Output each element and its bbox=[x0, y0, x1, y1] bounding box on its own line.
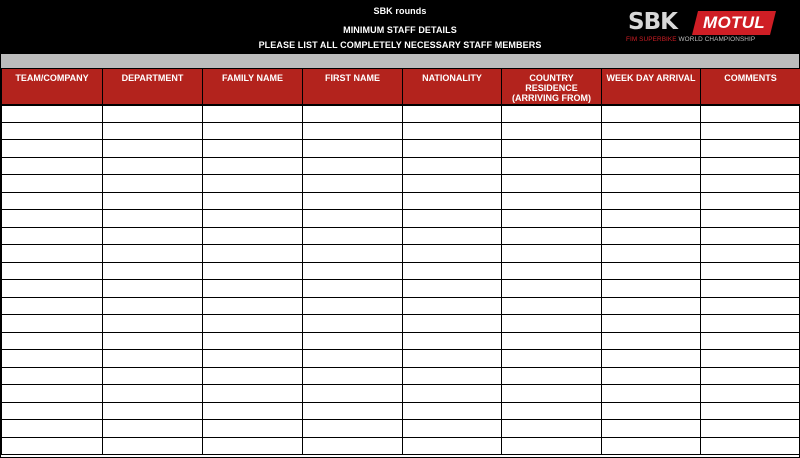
table-cell[interactable] bbox=[602, 105, 701, 123]
table-cell[interactable] bbox=[602, 245, 701, 263]
table-cell[interactable] bbox=[203, 140, 303, 158]
table-cell[interactable] bbox=[303, 140, 403, 158]
table-cell[interactable] bbox=[103, 402, 203, 420]
table-cell[interactable] bbox=[701, 105, 800, 123]
column-header: DEPARTMENT bbox=[103, 69, 203, 105]
table-cell[interactable] bbox=[103, 385, 203, 403]
tagline-prefix: FIM SUPERBIKE bbox=[626, 36, 677, 43]
table-cell[interactable] bbox=[2, 367, 103, 385]
table-cell[interactable] bbox=[502, 332, 602, 350]
table-cell[interactable] bbox=[602, 280, 701, 298]
table-cell[interactable] bbox=[203, 210, 303, 228]
table-cell[interactable] bbox=[203, 437, 303, 455]
motul-badge bbox=[692, 11, 776, 35]
table-cell[interactable] bbox=[103, 245, 203, 263]
table-cell[interactable] bbox=[701, 402, 800, 420]
table-cell[interactable] bbox=[502, 437, 602, 455]
table-cell[interactable] bbox=[203, 280, 303, 298]
table-cell[interactable] bbox=[701, 175, 800, 193]
table-cell[interactable] bbox=[403, 437, 502, 455]
table-cell[interactable] bbox=[103, 140, 203, 158]
table-row bbox=[2, 140, 800, 158]
table-cell[interactable] bbox=[203, 367, 303, 385]
column-header: WEEK DAY ARRIVAL bbox=[602, 69, 701, 105]
table-cell[interactable] bbox=[701, 385, 800, 403]
table-cell[interactable] bbox=[303, 332, 403, 350]
table-cell[interactable] bbox=[303, 175, 403, 193]
title-banner bbox=[1, 1, 799, 54]
column-header: COMMENTS bbox=[701, 69, 800, 105]
table-row bbox=[2, 367, 800, 385]
table-cell[interactable] bbox=[701, 245, 800, 263]
table-cell[interactable] bbox=[403, 315, 502, 333]
table-row bbox=[2, 315, 800, 333]
column-header: FIRST NAME bbox=[303, 69, 403, 105]
form-title: MINIMUM STAFF DETAILS bbox=[343, 25, 457, 35]
staff-table bbox=[1, 68, 800, 455]
table-cell[interactable] bbox=[403, 227, 502, 245]
table-cell[interactable] bbox=[2, 262, 103, 280]
table-row bbox=[2, 122, 800, 140]
table-cell[interactable] bbox=[103, 420, 203, 438]
table-row bbox=[2, 175, 800, 193]
table-cell[interactable] bbox=[103, 262, 203, 280]
table-row bbox=[2, 105, 800, 123]
table-cell[interactable] bbox=[502, 105, 602, 123]
table-cell[interactable] bbox=[103, 122, 203, 140]
table-cell[interactable] bbox=[2, 227, 103, 245]
table-cell[interactable] bbox=[701, 122, 800, 140]
event-title: SBK rounds bbox=[373, 6, 427, 16]
table-cell[interactable] bbox=[203, 315, 303, 333]
table-cell[interactable] bbox=[303, 420, 403, 438]
table-cell[interactable] bbox=[403, 385, 502, 403]
table-row bbox=[2, 192, 800, 210]
table-cell[interactable] bbox=[701, 437, 800, 455]
table-row bbox=[2, 437, 800, 455]
table-cell[interactable] bbox=[303, 315, 403, 333]
table-cell[interactable] bbox=[103, 175, 203, 193]
table-cell[interactable] bbox=[701, 210, 800, 228]
table-body bbox=[2, 105, 800, 455]
table-cell[interactable] bbox=[203, 262, 303, 280]
table-cell[interactable] bbox=[502, 157, 602, 175]
table-cell[interactable] bbox=[303, 262, 403, 280]
table-cell[interactable] bbox=[2, 210, 103, 228]
table-cell[interactable] bbox=[403, 157, 502, 175]
table-cell[interactable] bbox=[701, 297, 800, 315]
table-cell[interactable] bbox=[502, 420, 602, 438]
table-cell[interactable] bbox=[602, 297, 701, 315]
table-row bbox=[2, 350, 800, 368]
table-cell[interactable] bbox=[103, 227, 203, 245]
table-cell[interactable] bbox=[701, 367, 800, 385]
table-cell[interactable] bbox=[602, 315, 701, 333]
table-cell[interactable] bbox=[103, 437, 203, 455]
table-cell[interactable] bbox=[701, 280, 800, 298]
column-header: TEAM/COMPANY bbox=[2, 69, 103, 105]
table-cell[interactable] bbox=[303, 402, 403, 420]
table-cell[interactable] bbox=[602, 227, 701, 245]
table-cell[interactable] bbox=[602, 140, 701, 158]
table-cell[interactable] bbox=[602, 192, 701, 210]
sbk-motul-logo bbox=[623, 11, 775, 45]
table-cell[interactable] bbox=[203, 420, 303, 438]
table-cell[interactable] bbox=[403, 140, 502, 158]
table-cell[interactable] bbox=[602, 122, 701, 140]
table-cell[interactable] bbox=[701, 420, 800, 438]
table-row bbox=[2, 280, 800, 298]
table-cell[interactable] bbox=[701, 227, 800, 245]
table-cell[interactable] bbox=[602, 210, 701, 228]
tagline-rest: WORLD CHAMPIONSHIP bbox=[676, 36, 756, 43]
table-row bbox=[2, 297, 800, 315]
table-cell[interactable] bbox=[103, 280, 203, 298]
table-cell[interactable] bbox=[502, 402, 602, 420]
table-cell[interactable] bbox=[701, 315, 800, 333]
table-cell[interactable] bbox=[502, 385, 602, 403]
table-cell[interactable] bbox=[203, 385, 303, 403]
table-cell[interactable] bbox=[103, 332, 203, 350]
table-cell[interactable] bbox=[403, 175, 502, 193]
table-cell[interactable] bbox=[2, 140, 103, 158]
table-cell[interactable] bbox=[2, 297, 103, 315]
table-cell[interactable] bbox=[403, 262, 502, 280]
table-cell[interactable] bbox=[502, 367, 602, 385]
table-cell[interactable] bbox=[103, 157, 203, 175]
table-cell[interactable] bbox=[701, 332, 800, 350]
table-row bbox=[2, 245, 800, 263]
table-cell[interactable] bbox=[203, 122, 303, 140]
table-cell[interactable] bbox=[2, 280, 103, 298]
table-cell[interactable] bbox=[303, 245, 403, 263]
form-instruction: PLEASE LIST ALL COMPLETELY NECESSARY STAFF MEMBERS bbox=[258, 40, 542, 50]
table-cell[interactable] bbox=[203, 332, 303, 350]
table-cell[interactable] bbox=[502, 315, 602, 333]
table-cell[interactable] bbox=[502, 297, 602, 315]
table-cell[interactable] bbox=[403, 402, 502, 420]
table-cell[interactable] bbox=[602, 332, 701, 350]
table-cell[interactable] bbox=[502, 122, 602, 140]
table-cell[interactable] bbox=[2, 315, 103, 333]
table-cell[interactable] bbox=[2, 420, 103, 438]
table-cell[interactable] bbox=[502, 192, 602, 210]
table-cell[interactable] bbox=[701, 262, 800, 280]
table-cell[interactable] bbox=[502, 210, 602, 228]
table-cell[interactable] bbox=[403, 245, 502, 263]
table-cell[interactable] bbox=[203, 297, 303, 315]
table-cell[interactable] bbox=[701, 140, 800, 158]
table-cell[interactable] bbox=[602, 262, 701, 280]
table-cell[interactable] bbox=[403, 420, 502, 438]
table-row bbox=[2, 262, 800, 280]
sbk-wordmark: SBK bbox=[628, 9, 677, 35]
table-cell[interactable] bbox=[103, 105, 203, 123]
table-cell[interactable] bbox=[103, 297, 203, 315]
table-cell[interactable] bbox=[403, 350, 502, 368]
column-header: FAMILY NAME bbox=[203, 69, 303, 105]
table-cell[interactable] bbox=[502, 350, 602, 368]
table-cell[interactable] bbox=[2, 192, 103, 210]
table-cell[interactable] bbox=[203, 157, 303, 175]
table-cell[interactable] bbox=[403, 297, 502, 315]
table-cell[interactable] bbox=[203, 227, 303, 245]
table-cell[interactable] bbox=[502, 175, 602, 193]
table-cell[interactable] bbox=[701, 350, 800, 368]
table-cell[interactable] bbox=[303, 280, 403, 298]
table-cell[interactable] bbox=[2, 122, 103, 140]
table-cell[interactable] bbox=[2, 350, 103, 368]
column-header: NATIONALITY bbox=[403, 69, 502, 105]
table-header-row bbox=[2, 69, 800, 105]
table-cell[interactable] bbox=[502, 280, 602, 298]
table-cell[interactable] bbox=[203, 245, 303, 263]
table-cell[interactable] bbox=[602, 402, 701, 420]
table-cell[interactable] bbox=[701, 192, 800, 210]
table-cell[interactable] bbox=[602, 420, 701, 438]
table-row bbox=[2, 210, 800, 228]
table-cell[interactable] bbox=[303, 192, 403, 210]
table-cell[interactable] bbox=[203, 105, 303, 123]
table-row bbox=[2, 385, 800, 403]
table-row bbox=[2, 227, 800, 245]
table-cell[interactable] bbox=[2, 157, 103, 175]
table-row bbox=[2, 402, 800, 420]
table-cell[interactable] bbox=[2, 385, 103, 403]
table-cell[interactable] bbox=[303, 157, 403, 175]
table-cell[interactable] bbox=[502, 245, 602, 263]
table-cell[interactable] bbox=[602, 385, 701, 403]
table-cell[interactable] bbox=[403, 332, 502, 350]
table-cell[interactable] bbox=[303, 350, 403, 368]
table-row bbox=[2, 332, 800, 350]
table-cell[interactable] bbox=[403, 210, 502, 228]
table-cell[interactable] bbox=[203, 192, 303, 210]
table-cell[interactable] bbox=[303, 437, 403, 455]
table-cell[interactable] bbox=[2, 245, 103, 263]
table-cell[interactable] bbox=[2, 402, 103, 420]
table-cell[interactable] bbox=[2, 175, 103, 193]
table-cell[interactable] bbox=[602, 157, 701, 175]
table-cell[interactable] bbox=[203, 175, 303, 193]
table-cell[interactable] bbox=[303, 210, 403, 228]
table-cell[interactable] bbox=[103, 192, 203, 210]
table-cell[interactable] bbox=[303, 105, 403, 123]
table-cell[interactable] bbox=[2, 105, 103, 123]
column-header: COUNTRY RESIDENCE (ARRIVING FROM) bbox=[502, 69, 602, 105]
table-cell[interactable] bbox=[403, 192, 502, 210]
table-cell[interactable] bbox=[303, 385, 403, 403]
table-cell[interactable] bbox=[2, 437, 103, 455]
championship-tagline bbox=[626, 36, 755, 43]
table-cell[interactable] bbox=[403, 280, 502, 298]
table-cell[interactable] bbox=[103, 210, 203, 228]
table-cell[interactable] bbox=[303, 227, 403, 245]
table-row bbox=[2, 420, 800, 438]
table-cell[interactable] bbox=[502, 262, 602, 280]
table-cell[interactable] bbox=[303, 367, 403, 385]
table-cell[interactable] bbox=[303, 297, 403, 315]
table-cell[interactable] bbox=[602, 367, 701, 385]
table-cell[interactable] bbox=[502, 140, 602, 158]
table-cell[interactable] bbox=[203, 402, 303, 420]
table-cell[interactable] bbox=[502, 227, 602, 245]
table-cell[interactable] bbox=[2, 332, 103, 350]
table-cell[interactable] bbox=[103, 367, 203, 385]
table-cell[interactable] bbox=[103, 315, 203, 333]
table-cell[interactable] bbox=[103, 350, 203, 368]
table-cell[interactable] bbox=[203, 350, 303, 368]
motul-wordmark: MOTUL bbox=[703, 13, 765, 32]
table-cell[interactable] bbox=[403, 105, 502, 123]
table-cell[interactable] bbox=[403, 367, 502, 385]
table-cell[interactable] bbox=[602, 350, 701, 368]
grey-separator-band bbox=[1, 54, 799, 68]
table-cell[interactable] bbox=[403, 122, 502, 140]
table-row bbox=[2, 157, 800, 175]
table-cell[interactable] bbox=[303, 122, 403, 140]
table-cell[interactable] bbox=[602, 437, 701, 455]
table-cell[interactable] bbox=[701, 157, 800, 175]
table-cell[interactable] bbox=[602, 175, 701, 193]
